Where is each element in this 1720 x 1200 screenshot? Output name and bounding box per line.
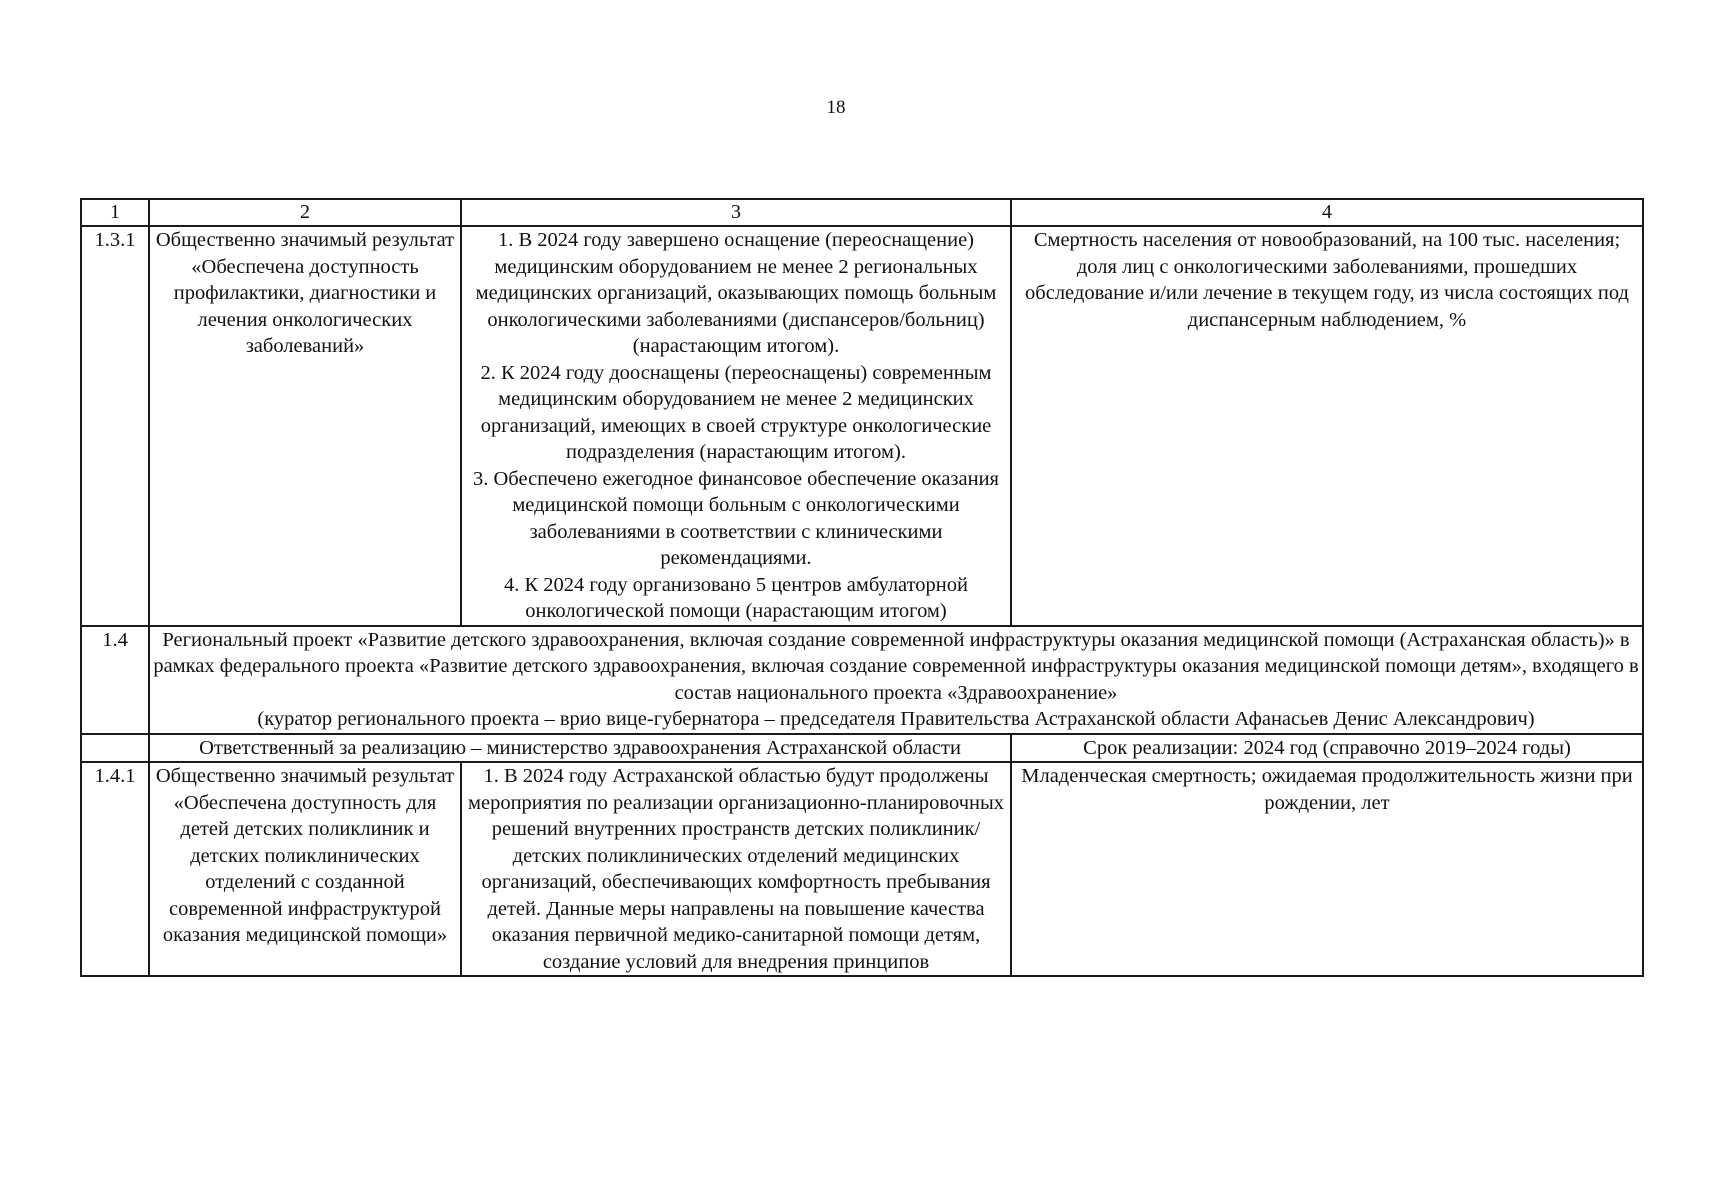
- row-number: 1.3.1: [81, 226, 149, 626]
- header-row: [81, 199, 1643, 226]
- header-cell-2: 2: [149, 199, 461, 226]
- indicators-cell: Младенческая смертность; ожидаемая продолжительность жизни при рождении, лет: [1011, 762, 1643, 976]
- task-item: 1. В 2024 году завершено оснащение (переоснащение) медицинским оборудованием не менее 2 региональных медицинских организаций, оказывающих помощь больным онкологическими заболеваниями (диспансеров/больниц) (нарастающим итогом).: [475, 229, 997, 357]
- row-number: 1.4: [81, 626, 149, 734]
- page-number: 18: [826, 97, 846, 118]
- table-row-1-3-1: [81, 226, 1643, 626]
- row-number: 1.4.1: [81, 762, 149, 976]
- task-item: 3. Обеспечено ежегодное финансовое обеспечение оказания медицинской помощи больным с онкологическими заболеваниями в соответствии с клиническими рекомендациями.: [473, 467, 999, 569]
- header-cell-3: 3: [461, 199, 1011, 226]
- header-cell-4: 4: [1011, 199, 1643, 226]
- indicators-cell: Смертность населения от новообразований, на 100 тыс. населения; доля лиц с онкологическими заболеваниями, прошедших обследование и/или лечение в текущем году, из числа состоящих под диспансерным наблюдением, %: [1011, 226, 1643, 626]
- tasks-cell: 1. В 2024 году Астраханской областью будут продолжены мероприятия по реализации организационно-планировочных решений внутренних пространств детских поликлиник/детских поликлинических отделений медицинских организаций, обеспечивающих комфортность пребывания детей. Данные меры направлены на повышение качества оказания первичной медико-санитарной помощи детям, создание условий для внедрения принципов: [461, 762, 1011, 976]
- responsible-cell: Ответственный за реализацию – министерство здравоохранения Астраханской области: [149, 734, 1011, 763]
- tasks-cell: [461, 226, 1011, 626]
- result-description: Общественно значимый результат «Обеспечена доступность профилактики, диагностики и лечения онкологических заболеваний»: [149, 226, 461, 626]
- project-curator: (куратор регионального проекта – врио вице-губернатора – председателя Правительства Астраханской области Афанасьев Денис Александрович): [257, 708, 1535, 730]
- header-cell-1: 1: [81, 199, 149, 226]
- empty-cell: [81, 734, 149, 763]
- project-title-cell: [149, 626, 1643, 734]
- term-cell: Срок реализации: 2024 год (справочно 2019–2024 годы): [1011, 734, 1643, 763]
- project-title: Региональный проект «Развитие детского здравоохранения, включая создание современной инфраструктуры оказания медицинской помощи (Астраханская область)» в рамках федерального проекта «Развитие детского здравоохранения, включая создание современной инфраструктуры оказания медицинской помощи детям», входящего в состав национального проекта «Здравоохранение»: [153, 628, 1639, 704]
- responsible-row: [81, 734, 1643, 763]
- project-row-1-4: [81, 626, 1643, 734]
- task-item: 4. К 2024 году организовано 5 центров амбулаторной онкологической помощи (нарастающим итогом): [504, 573, 968, 622]
- table-row-1-4-1: [81, 762, 1643, 976]
- program-table: [80, 198, 1644, 977]
- result-description: Общественно значимый результат «Обеспечена доступность для детей детских поликлиник и детских поликлинических отделений с созданной современной инфраструктурой оказания медицинской помощи»: [149, 762, 461, 976]
- task-item: 2. К 2024 году дооснащены (переоснащены) современным медицинским оборудованием не менее 2 медицинских организаций, имеющих в своей структуре онкологические подразделения (нарастающим итогом).: [480, 361, 992, 463]
